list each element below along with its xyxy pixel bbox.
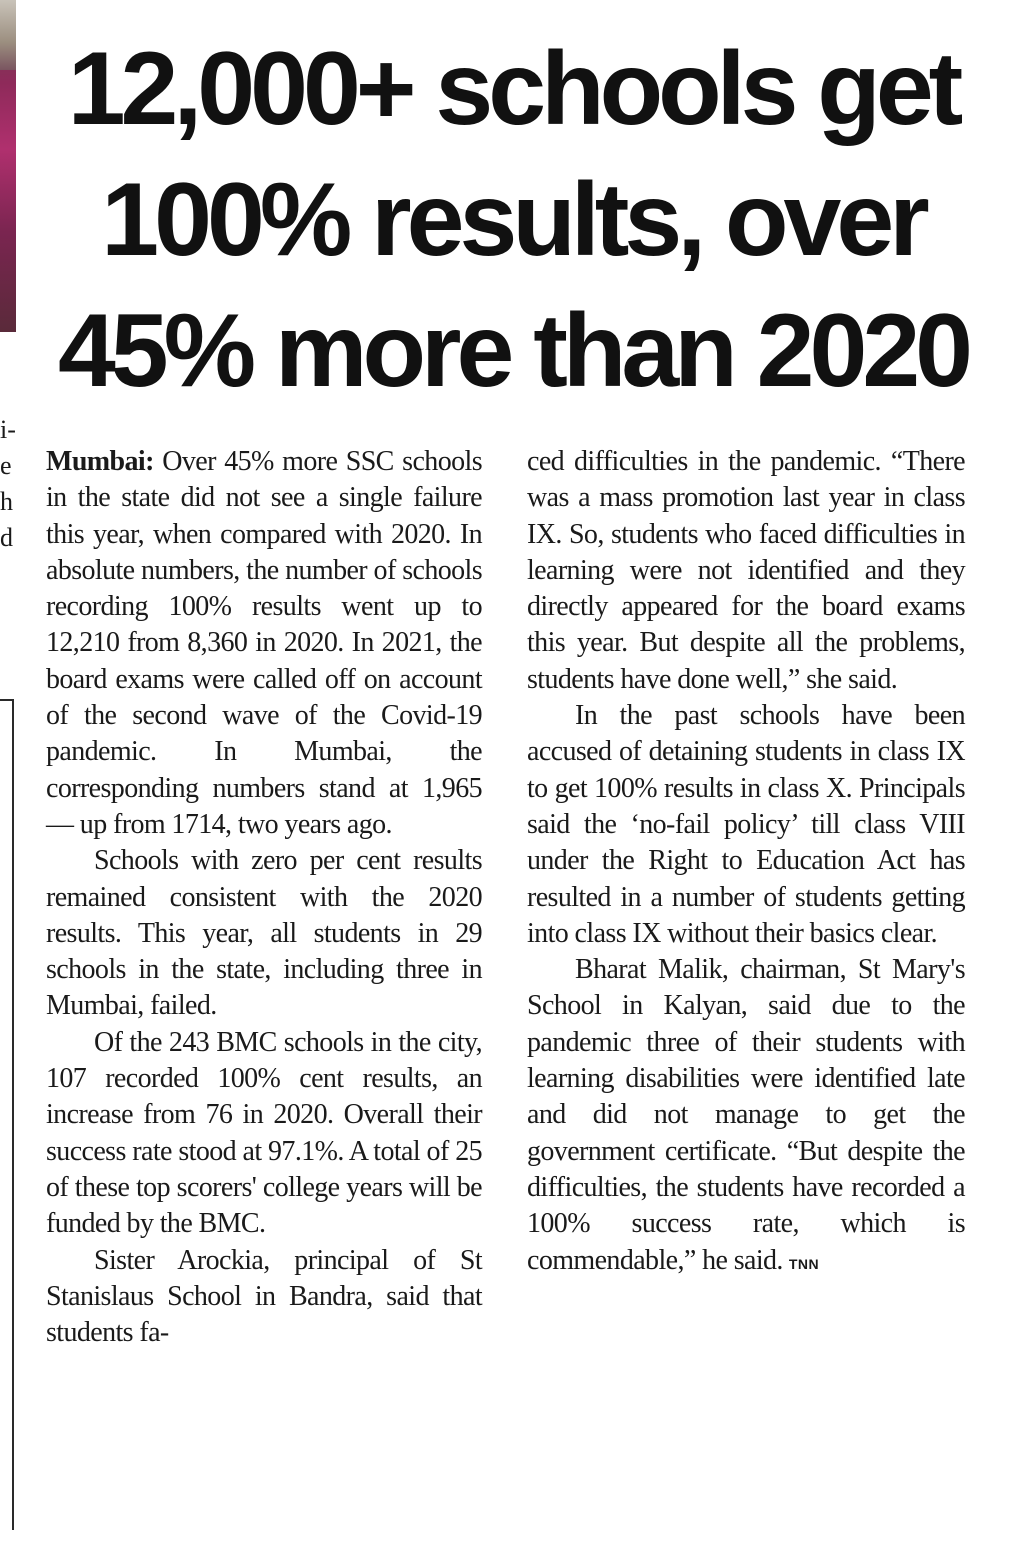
dateline: Mumbai: [46,446,154,477]
news-agency-credit: TNN [788,1255,820,1272]
neighbor-letter: d [0,523,13,552]
neighbor-letter: i- [0,415,16,444]
neighbor-letter: e [0,451,12,480]
article-column-left [46,444,482,1351]
article-column-right [527,444,965,1282]
paragraph-text: Bharat Malik, chairman, St Mary's School in Kalyan, said due to the pandemic three of their students with learning disabilities were identified late and did not manage to get the government certificate. “But despite the difficulties, the students have recorded a 100% success rate, which is commendable,” he said. [527,954,965,1276]
neighbor-text-fragment [0,412,14,556]
neighbor-photo-top [0,0,16,70]
article-paragraph: Sister Arockia, principal of St Stanislaus School in Bandra, said that students fa- [46,1244,482,1349]
article-paragraph: In the past schools have been accused of detaining students in class IX to get 100% results in class X. Principals said the ‘no-fail policy’ till class VIII under the Right to Education Act has resulted in a number of students getting into class IX without their basics clear. [527,700,965,949]
article-headline: 12,000+ schools get 100% results, over 45% more than 2020 [57,31,969,410]
article-paragraph [527,952,965,1282]
article-paragraph [46,444,482,843]
article-paragraph: Of the 243 BMC schools in the city, 107 recorded 100% cent results, an increase from 76 in 2020. Overall their success rate stood at 97.1%. A total of 25 of these top scorers' college years will be funded by the BMC. [46,1026,482,1240]
neighbor-letter: h [0,487,13,516]
article-paragraph: ced difficulties in the pandemic. “There was a mass promotion last year in class IX. So, students who faced difficulties in learning were not identified and they directly appeared for the board exams this year. But despite all the problems, students have done well,” she said. [527,446,965,695]
neighbor-box-rule-side [12,700,14,1530]
paragraph-text: Over 45% more SSC schools in the state did not see a single failure this year, when compared with 2020. In absolute numbers, the number of schools recording 100% results went up to 12,210 from 8,360 in 2020. In 2021, the board exams were called off on account of the second wave of the Covid-19 pandemic. In Mumbai, the corresponding numbers stand at 1,965 — up from 1714, two years ago. [46,446,482,840]
article-paragraph: Schools with zero per cent results remained consistent with the 2020 results. This year, all students in 29 schools in the state, including three in Mumbai, failed. [46,845,482,1022]
